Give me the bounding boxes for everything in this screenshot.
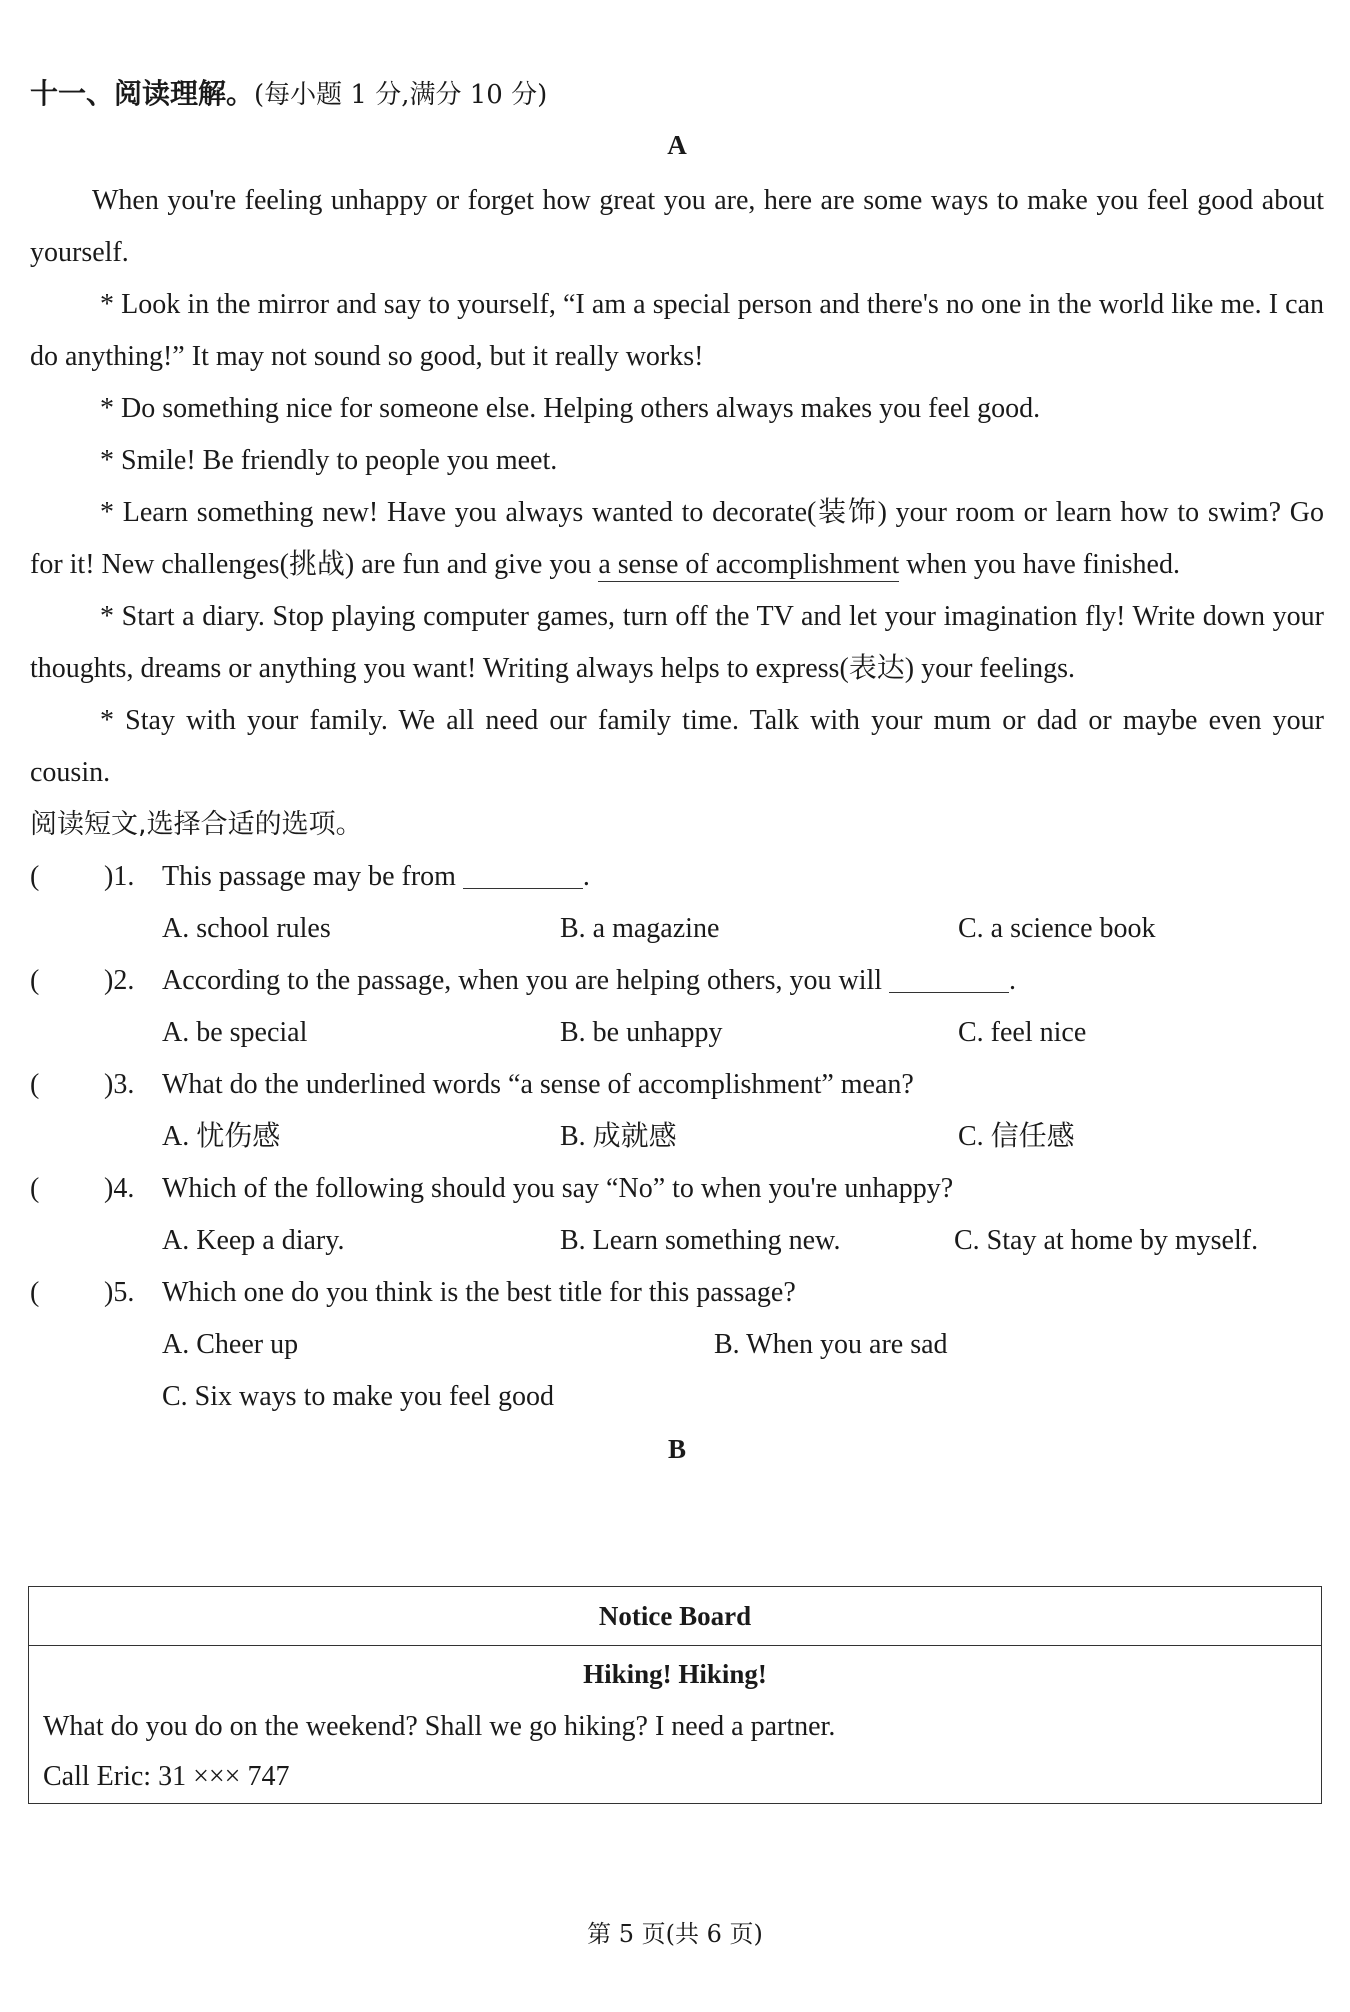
question-4-options	[30, 1215, 1324, 1267]
option-b: B. 成就感	[560, 1121, 677, 1152]
section-heading	[30, 72, 1324, 117]
stem-text: This passage may be from	[162, 861, 456, 892]
bullet-4-before: * Learn something new! Have you always wanted to decorate(装饰) your room or learn how to swim? Go for it! New challenges(挑战) are fun and give you	[30, 497, 1324, 580]
answer-blank	[889, 962, 1009, 993]
question-2	[30, 955, 1324, 1007]
bullet-4-after: when you have finished.	[899, 549, 1180, 580]
question-2-options	[30, 1007, 1324, 1059]
notice-line-2: Call Eric: 31 ××× 747	[43, 1761, 290, 1792]
option-a: A. school rules	[162, 913, 331, 944]
question-number: )1.	[104, 861, 135, 892]
answer-paren: (	[30, 1069, 40, 1100]
page-footer: 第 5 页(共 6 页)	[587, 1920, 763, 1948]
question-number: )3.	[104, 1069, 135, 1100]
stem-end: .	[1009, 965, 1017, 996]
notice-board	[28, 1586, 1322, 1804]
answer-paren: (	[30, 965, 40, 996]
question-stem: Which of the following should you say “No” to when you're unhappy?	[162, 1173, 954, 1204]
notice-line-1: What do you do on the weekend? Shall we go hiking? I need a partner.	[43, 1711, 836, 1742]
passage-a-bullet-4	[30, 487, 1324, 591]
option-a: A. be special	[162, 1017, 308, 1048]
option-b: B. When you are sad	[714, 1329, 948, 1360]
passage-a-title: A	[667, 130, 687, 160]
question-stem	[162, 851, 590, 903]
option-a: A. 忧伤感	[162, 1121, 281, 1152]
passage-a-bullet-1: * Look in the mirror and say to yourself, “I am a special person and there's no one in the world like me. I can do anything!” It may not sound so good, but it really works!	[30, 289, 1324, 372]
answer-paren: (	[30, 1173, 40, 1204]
option-c: C. Stay at home by myself.	[954, 1225, 1259, 1256]
question-number: )5.	[104, 1277, 135, 1308]
question-stem: Which one do you think is the best title for this passage?	[162, 1277, 796, 1308]
question-1-options	[30, 903, 1324, 955]
notice-subtitle: Hiking! Hiking!	[583, 1659, 767, 1689]
section-heading-text: 十一、阅读理解。	[30, 77, 255, 110]
passage-a-bullet-6: * Stay with your family. We all need our family time. Talk with your mum or dad or maybe even your cousin.	[30, 705, 1324, 788]
answer-paren: (	[30, 861, 40, 892]
section-heading-note: (每小题 1 分,满分 10 分)	[254, 80, 548, 110]
option-c: C. feel nice	[958, 1017, 1087, 1048]
passage-a-bullet-2: * Do something nice for someone else. Helping others always makes you feel good.	[100, 393, 1041, 424]
exam-page	[30, 72, 1324, 1479]
passage-b-title: B	[667, 1434, 686, 1464]
passage-a-bullet-3: * Smile! Be friendly to people you meet.	[100, 445, 558, 476]
option-c: C. a science book	[958, 913, 1156, 944]
stem-end: .	[582, 861, 590, 892]
question-5-options-row-2	[30, 1371, 1324, 1423]
notice-board-title: Notice Board	[29, 1587, 1321, 1646]
question-1	[30, 851, 1324, 903]
question-3-options	[30, 1111, 1324, 1163]
option-a: A. Keep a diary.	[162, 1225, 345, 1256]
question-stem	[162, 955, 1016, 1007]
question-number: )2.	[104, 965, 135, 996]
instruction: 阅读短文,选择合适的选项。	[30, 809, 363, 840]
stem-text: According to the passage, when you are helping others, you will	[162, 965, 883, 996]
answer-paren: (	[30, 1277, 40, 1308]
question-5-options-row-1	[30, 1319, 1324, 1371]
option-c: C. 信任感	[958, 1121, 1075, 1152]
question-stem: What do the underlined words “a sense of accomplishment” mean?	[162, 1069, 914, 1100]
question-number: )4.	[104, 1173, 135, 1204]
passage-a-bullet-5: * Start a diary. Stop playing computer games, turn off the TV and let your imagination fly! Write down your thoughts, dreams or anything you want! Writing always helps to express(表达) your feelings.	[30, 601, 1324, 684]
option-b: B. a magazine	[560, 913, 720, 944]
underlined-phrase: a sense of accomplishment	[598, 549, 900, 580]
passage-a-intro: When you're feeling unhappy or forget how great you are, here are some ways to make you feel good about yourself.	[30, 185, 1324, 268]
option-b: B. be unhappy	[560, 1017, 723, 1048]
question-4	[30, 1163, 1324, 1215]
question-3	[30, 1059, 1324, 1111]
option-a: A. Cheer up	[162, 1329, 299, 1360]
question-5	[30, 1267, 1324, 1319]
option-b: B. Learn something new.	[560, 1225, 841, 1256]
answer-blank	[463, 858, 583, 889]
option-c: C. Six ways to make you feel good	[162, 1381, 554, 1412]
